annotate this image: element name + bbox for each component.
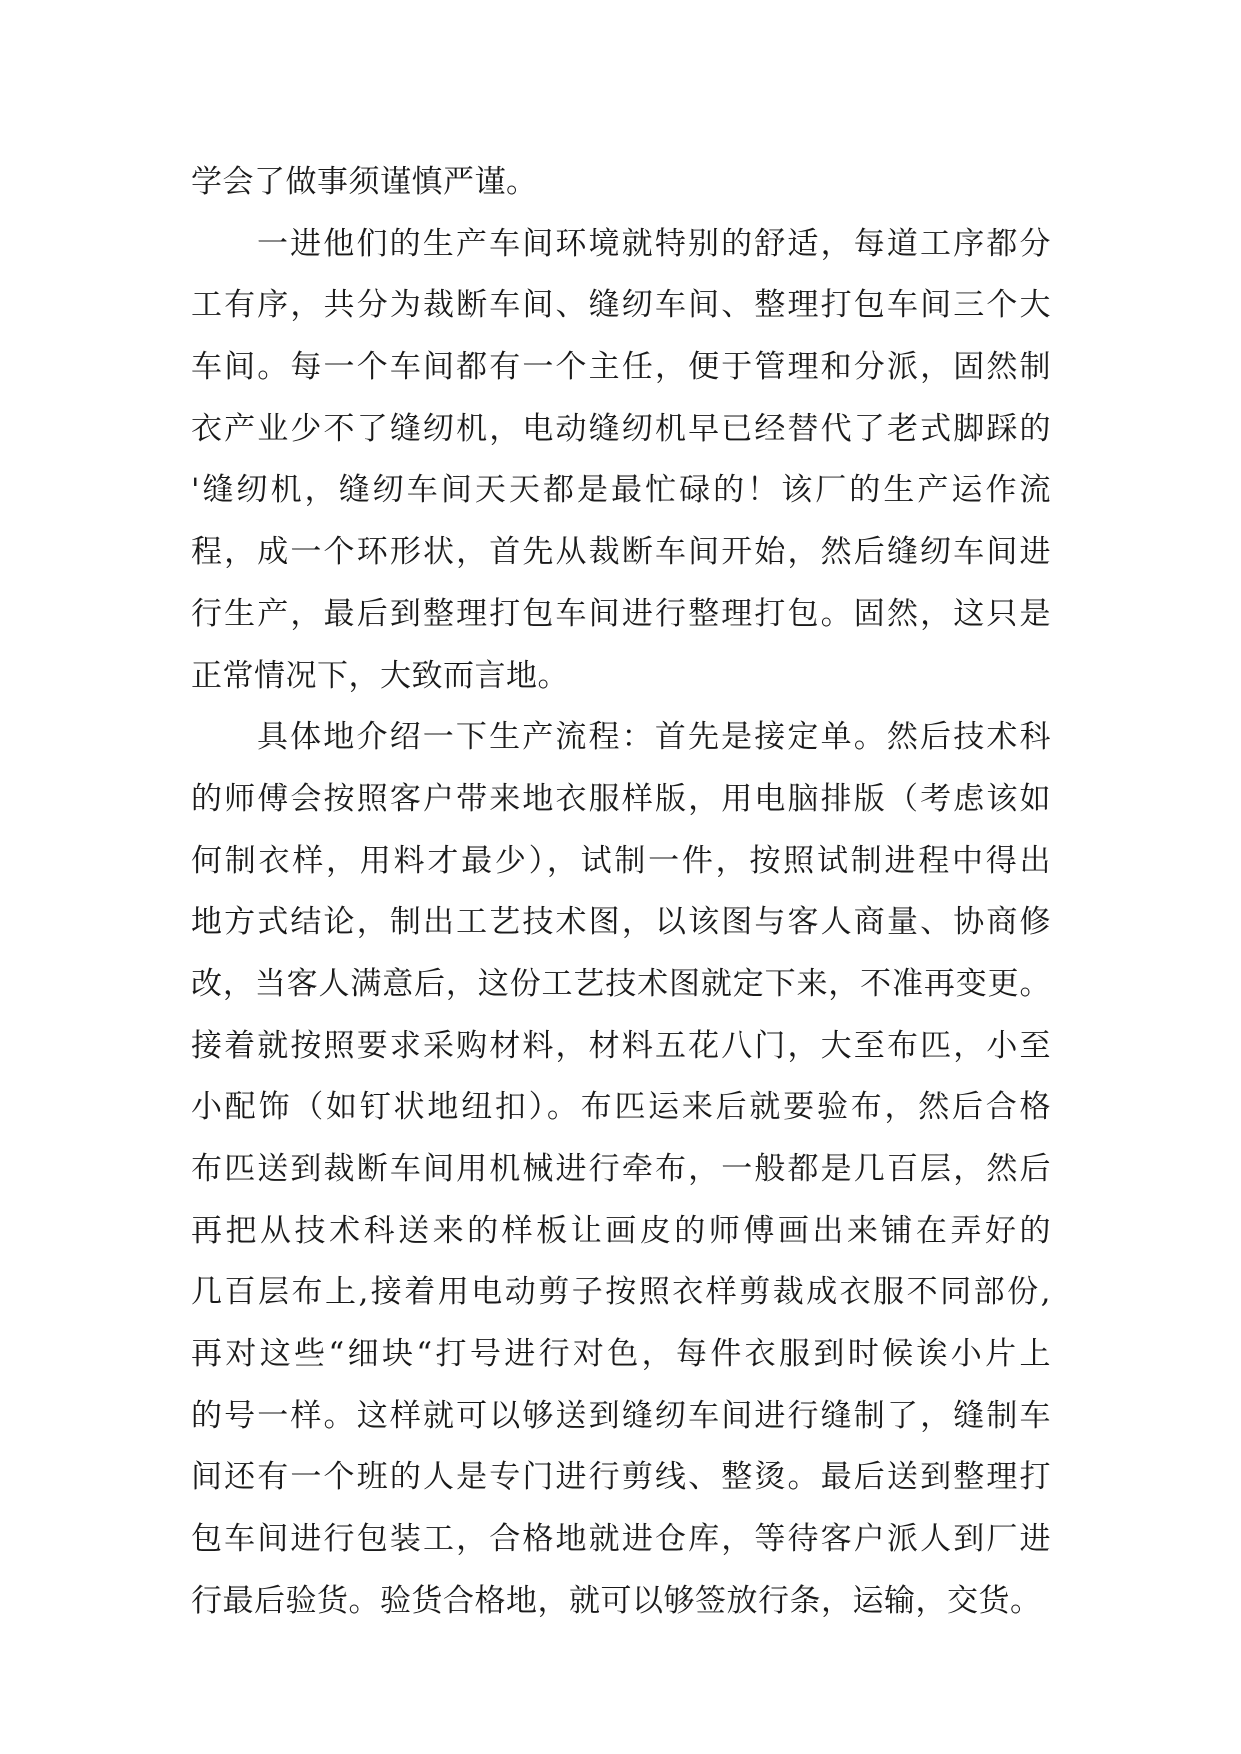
text-line: 何制衣样，用料才最少），试制一件，按照试制进程中得出 (191, 842, 1051, 879)
text-line: 改，当客人满意后，这份工艺技术图就定下来，不准再变更。 (191, 965, 1051, 1002)
text-line: 衣产业少不了缝纫机，电动缝纫机早已经替代了老式脚踩的 (191, 410, 1051, 447)
paragraph (191, 707, 1051, 1632)
paragraph (191, 152, 1051, 214)
text-line: 地方式结论，制出工艺技术图，以该图与客人商量、协商修 (191, 904, 1051, 941)
text-line: 包车间进行包装工，合格地就进仓库，等待客户派人到厂进 (191, 1521, 1051, 1558)
text-line: 的师傅会按照客户带来地衣服样版，用电脑排版（考虑该如 (191, 780, 1051, 817)
text-line: 几百层布上,接着用电动剪子按照衣样剪裁成衣服不同部份, (191, 1274, 1051, 1311)
text-line: 正常情况下，大致而言地。 (191, 657, 569, 694)
text-line: 间还有一个班的人是专门进行剪线、整烫。最后送到整理打 (191, 1459, 1051, 1496)
text-line: 布匹送到裁断车间用机械进行牵布，一般都是几百层，然后 (191, 1151, 1051, 1187)
text-line: 程，成一个环形状，首先从裁断车间开始，然后缝纫车间进 (191, 534, 1051, 571)
paragraph (191, 214, 1051, 708)
text-line: 工有序，共分为裁断车间、缝纫车间、整理打包车间三个大 (191, 287, 1051, 324)
text-line: 再对这些“细块“打号进行对色，每件衣服到时候诶小片上 (191, 1336, 1051, 1373)
text-line: 小配饰（如钉状地纽扣）。布匹运来后就要验布，然后合格 (191, 1089, 1051, 1126)
text-line: '缝纫机，缝纫车间天天都是最忙碌的！该厂的生产运作流 (191, 472, 1051, 509)
text-line: 的号一样。这样就可以够送到缝纫车间进行缝制了，缝制车 (191, 1397, 1051, 1434)
text-line: 行生产，最后到整理打包车间进行整理打包。固然，这只是 (191, 595, 1051, 632)
text-line: 学会了做事须谨慎严谨。 (191, 164, 538, 200)
text-line: 一进他们的生产车间环境就特别的舒适，每道工序都分 (257, 225, 1051, 262)
text-line: 接着就按照要求采购材料，材料五花八门，大至布匹，小至 (191, 1027, 1051, 1064)
text-line: 再把从技术科送来的样板让画皮的师傅画出来铺在弄好的 (191, 1212, 1051, 1249)
text-line: 行最后验货。验货合格地，就可以够签放行条，运输，交货。 (191, 1582, 1042, 1619)
text-line: 具体地介绍一下生产流程：首先是接定单。然后技术科 (257, 719, 1051, 756)
text-line: 车间。每一个车间都有一个主任，便于管理和分派，固然制 (191, 349, 1051, 386)
document-body (191, 152, 1051, 1633)
